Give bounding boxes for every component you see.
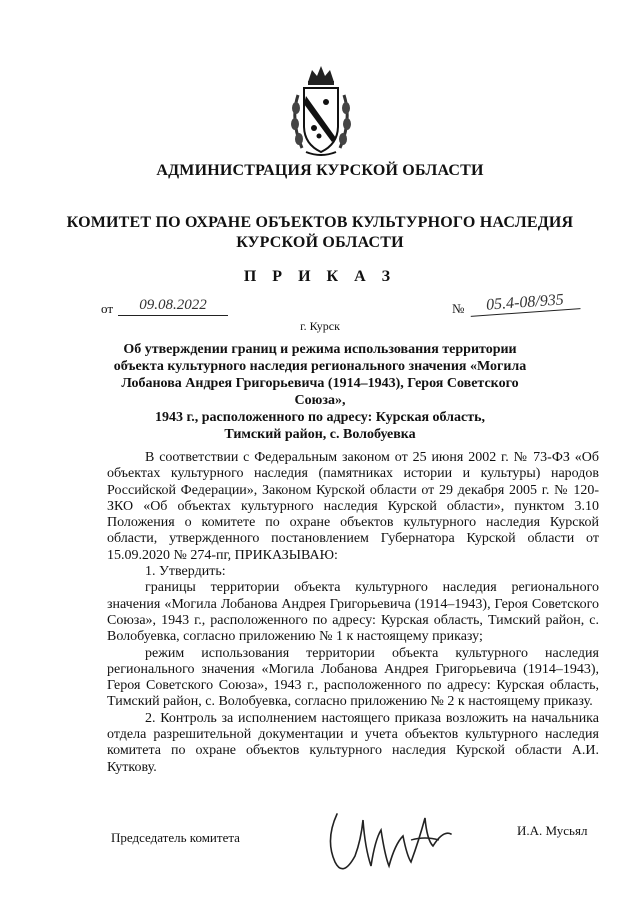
order-body xyxy=(107,450,599,776)
signatory-title: Председатель комитета xyxy=(111,830,240,845)
number-value: 05.4-08/935 xyxy=(469,290,580,317)
administration-title: АДМИНИСТРАЦИЯ КУРСКОЙ ОБЛАСТИ xyxy=(156,162,484,179)
signatory-name: И.А. Мусьял xyxy=(517,823,588,838)
coat-of-arms-icon xyxy=(286,60,356,160)
date-label: от xyxy=(101,301,114,316)
subject-line: 1943 г., расположенного по адресу: Курская область, xyxy=(154,410,486,425)
document-type-heading: П Р И К А З xyxy=(243,268,397,285)
city-label: г. Курск xyxy=(300,319,340,333)
order-subject xyxy=(100,341,540,443)
date-value: 09.08.2022 xyxy=(118,297,228,316)
item-1b-paragraph: режим использования территории объекта культурного наследия регионального значения «Могила Лобанова Андрея Григорьевича (1914–1943), Героя Советского Союза», 1943 г., расположенного по адресу: Курская область, Тимский район, с. Волобуевка, согласно приложению № 2 к настоящему приказу. xyxy=(107,645,599,710)
subject-line: Тимский район, с. Волобуевка xyxy=(224,427,416,442)
item-1-paragraph: 1. Утвердить: xyxy=(145,564,226,580)
item-2-paragraph: 2. Контроль за исполнением настоящего приказа возложить на начальника отдела разрешительной документации и учета объектов культурного наследия комитета по охране объектов культурного наследия Курской области А.И. Куткову. xyxy=(107,710,599,775)
committee-title-line2: КУРСКОЙ ОБЛАСТИ xyxy=(236,234,404,251)
committee-title xyxy=(0,213,640,253)
subject-line: объекта культурного наследия регионального значения «Могила xyxy=(113,359,527,374)
preamble-paragraph: В соответствии с Федеральным законом от 25 июня 2002 г. № 73-ФЗ «Об объектах культурного наследия (памятниках истории и культуры) народов Российской Федерации», Законом Курской области от 29 декабря 2005 г. № 120-ЗКО «Об объектах культурного наследия Курской области», пунктом 3.10 Положения о комитете по охране объектов культурного наследия Курской области, утвержденного постановлением Губернатора Курской области от 15.09.2020 № 274-пг, ПРИКАЗЫВАЮ: xyxy=(107,450,599,563)
subject-line: Об утверждении границ и режима использования территории xyxy=(123,342,517,357)
number-label: № xyxy=(452,301,465,316)
handwritten-signature-icon xyxy=(315,800,465,880)
item-1a-paragraph: границы территории объекта культурного наследия регионального значения «Могила Лобанова Андрея Григорьевича (1914–1943), Героя Советского Союза», 1943 г., расположенного по адресу: Курская область, Тимский район, с. Волобуевка, согласно приложению № 1 к настоящему приказу; xyxy=(107,580,599,645)
committee-title-line1: КОМИТЕТ ПО ОХРАНЕ ОБЪЕКТОВ КУЛЬТУРНОГО НАСЛЕДИЯ xyxy=(66,214,574,231)
subject-line: Лобанова Андрея Григорьевича (1914–1943), Героя Советского Союза», xyxy=(121,376,519,408)
